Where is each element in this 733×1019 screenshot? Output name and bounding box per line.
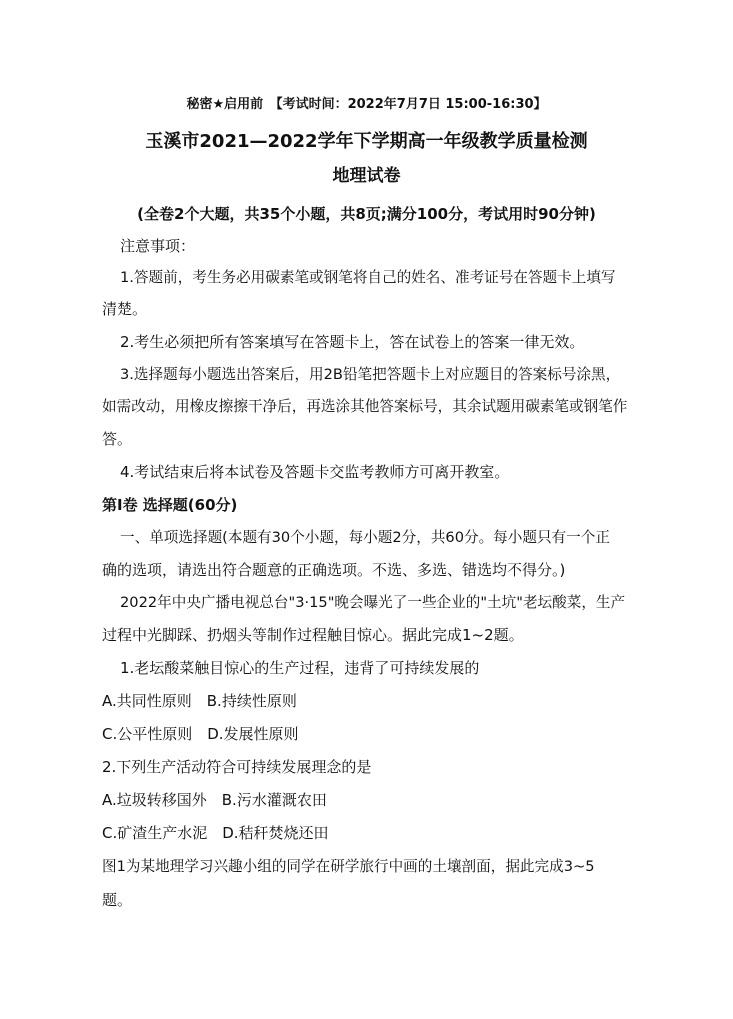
question-1-options-cd: C.公平性原则 D.发展性原则 (102, 725, 299, 743)
material-2-line-1: 图1为某地理学习兴趣小组的同学在研学旅行中画的土壤剖面，据此完成3~5 (102, 858, 595, 875)
material-2-line-2: 题。 (102, 891, 133, 909)
question-2-options-cd: C.矿渣生产水泥 D.秸秆焚烧还田 (102, 824, 329, 842)
confidential-header: 秘密★启用前 【考试时间：2022年7月7日 15:00-16:30】 (186, 97, 547, 112)
question-1-options-ab: A.共同性原则 B.持续性原则 (102, 692, 297, 710)
notes-heading: 注意事项： (120, 237, 196, 255)
note-item-3-line-2: 如需改动，用橡皮擦擦干净后，再选涂其他答案标号，其余试题用碳素笔或钢笔作 (102, 398, 628, 415)
question-1-stem: 1.老坛酸菜触目惊心的生产过程，违背了可持续发展的 (120, 659, 480, 677)
section-intro-line-2: 确的选项，请选出符合题意的正确选项。不选、多选、错选均不得分。) (102, 561, 566, 579)
note-item-1-line-1: 1.答题前，考生务必用碳素笔或钢笔将自己的姓名、准考证号在答题卡上填写 (120, 269, 616, 286)
note-item-1-line-2: 清楚。 (102, 300, 148, 318)
material-1-line-2: 过程中光脚踩、扔烟头等制作过程触目惊心。据此完成1~2题。 (102, 626, 524, 644)
question-2-stem: 2.下列生产活动符合可持续发展理念的是 (102, 758, 372, 776)
note-item-3-line-3: 答。 (102, 430, 133, 448)
exam-subtitle: 地理试卷 (332, 166, 401, 186)
note-item-4: 4.考试结束后将本试卷及答题卡交监考教师方可离开教室。 (120, 463, 510, 481)
section-heading: 第Ⅰ卷 选择题(60分) (102, 496, 238, 514)
material-1-line-1: 2022年中央广播电视总台"3·15"晚会曝光了一些企业的"土坑"老坛酸菜，生产 (120, 594, 626, 611)
section-intro-line-1: 一、单项选择题(本题有30个小题，每小题2分，共60分。每小题只有一个正 (120, 529, 610, 546)
question-2-options-ab: A.垃圾转移国外 B.污水灌溉农田 (102, 791, 327, 809)
note-item-2: 2.考生必须把所有答案填写在答题卡上，答在试卷上的答案一律无效。 (120, 333, 585, 351)
exam-title: 玉溪市2021—2022学年下学期高一年级教学质量检测 (145, 131, 588, 152)
note-item-3-line-1: 3.选择题每小题选出答案后，用2B铅笔把答题卡上对应题目的答案标号涂黑， (120, 366, 621, 383)
exam-info: (全卷2个大题，共35个小题，共8页;满分100分，考试用时90分钟) (137, 205, 596, 223)
